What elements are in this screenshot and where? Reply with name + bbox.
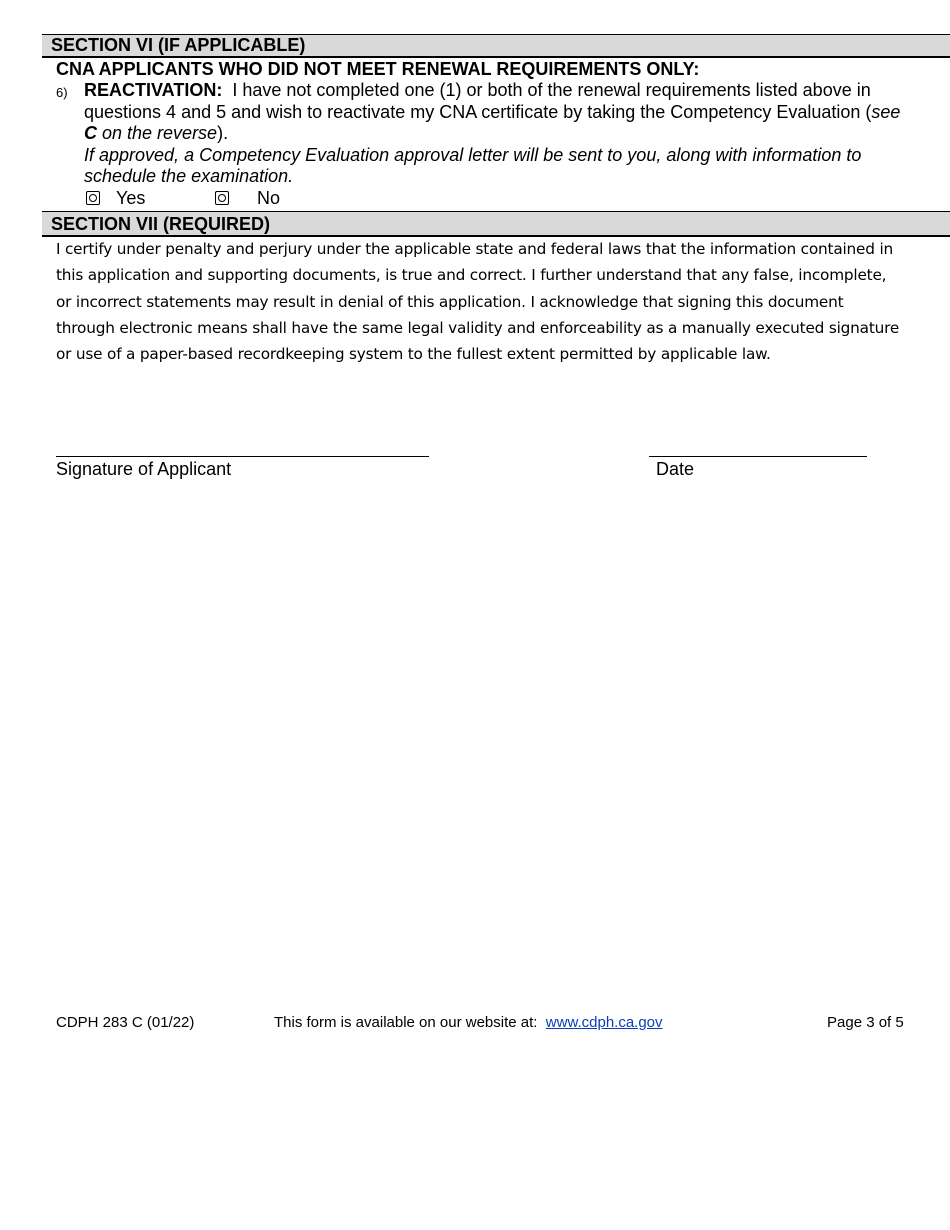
section-vii-header: SECTION VII (REQUIRED) xyxy=(42,211,950,237)
yes-option[interactable] xyxy=(86,188,145,208)
reactivation-question xyxy=(84,80,914,188)
signature-label: Signature of Applicant xyxy=(56,459,232,479)
reference-reverse: on the reverse xyxy=(97,123,218,143)
certification-statement: I certify under penalty and perjury under the applicable state and federal laws that the information contained in this application and supporting documents, is true and correct. I further understand that any false, incomplete, or incorrect statements may result in denial of this application. I acknowledge that signing this document through electronic means shall have the same legal validity and enforceability as a manually executed signature or use of a paper-based recordkeeping system to the fullest extent permitted by applicable law. xyxy=(56,240,900,364)
no-option[interactable] xyxy=(215,188,280,208)
reference-close: ). xyxy=(217,123,229,143)
no-label: No xyxy=(257,188,281,208)
signature-line[interactable] xyxy=(56,456,429,457)
yes-checkbox[interactable] xyxy=(86,191,100,205)
no-checkbox[interactable] xyxy=(215,191,229,205)
page-number: Page 3 of 5 xyxy=(827,1014,904,1031)
availability-text: This form is available on our website at: xyxy=(274,1014,538,1031)
reference-see: see xyxy=(871,101,901,122)
website-link[interactable]: www.cdph.ca.gov xyxy=(545,1014,663,1031)
reference-c: C xyxy=(84,123,97,143)
form-id: CDPH 283 C (01/22) xyxy=(56,1014,195,1031)
section-vi-header: SECTION VI (IF APPLICABLE) xyxy=(42,34,950,58)
question-number: 6) xyxy=(56,85,68,100)
approval-note: If approved, a Competency Evaluation approval letter will be sent to you, along with information to schedule the examination. xyxy=(84,144,862,186)
date-line[interactable] xyxy=(649,456,867,457)
reactivation-text: I have not completed one (1) or both of the renewal requirements listed above in questions 4 and 5 and wish to reactivate my CNA certificate by taking the Competency Evaluation ( xyxy=(84,80,872,122)
date-label: Date xyxy=(656,459,695,479)
website-note xyxy=(274,1014,663,1031)
yes-label: Yes xyxy=(116,188,146,208)
cna-applicants-heading: CNA APPLICANTS WHO DID NOT MEET RENEWAL REQUIREMENTS ONLY: xyxy=(56,59,700,79)
reactivation-label: REACTIVATION: xyxy=(84,80,223,100)
